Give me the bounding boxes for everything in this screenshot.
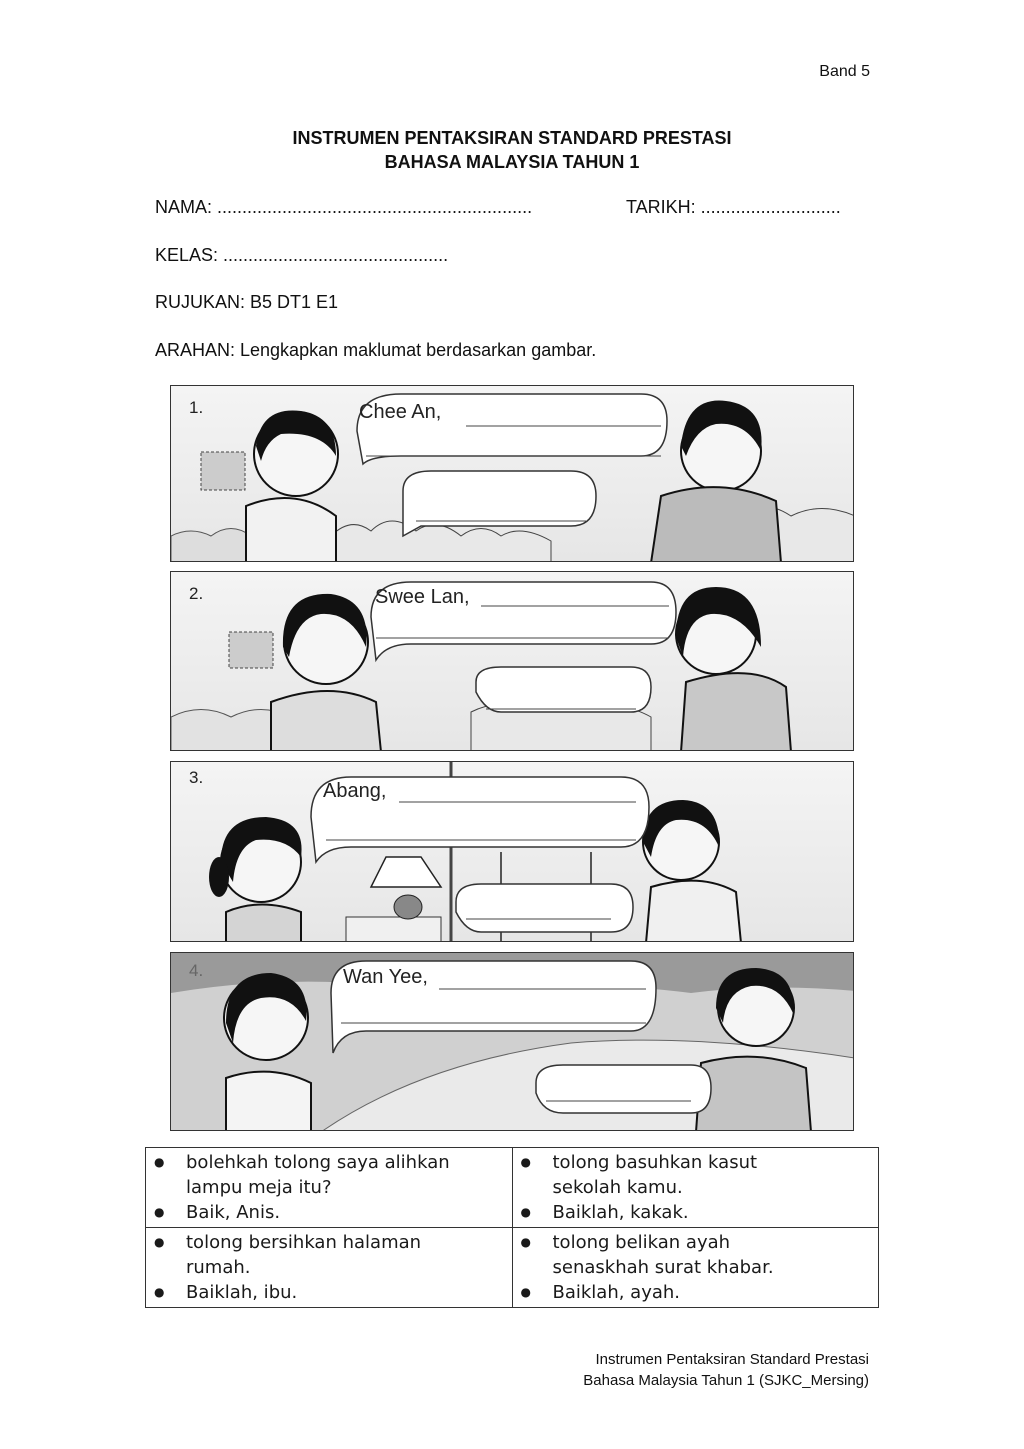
band-label: Band 5 (819, 63, 870, 80)
bubble-name: Swee Lan, (375, 586, 470, 608)
speech-bubble-right (456, 884, 633, 932)
picture-panel-2 (170, 571, 854, 751)
footer-line-1: Instrumen Pentaksiran Standard Prestasi (595, 1351, 869, 1368)
bullet-icon: ● (154, 1235, 165, 1249)
option-cell (146, 1228, 513, 1308)
newspaper-icon (201, 452, 245, 490)
list-item: ● Baik, Anis. (154, 1202, 281, 1223)
list-item: ● Baiklah, ayah. (520, 1282, 681, 1303)
list-item: ● tolong basuhkan kasut sekolah kamu. (520, 1152, 758, 1198)
scene-illustration (171, 762, 854, 942)
arahan-instruction: ARAHAN: Lengkapkan maklumat berdasarkan gambar. (155, 340, 597, 360)
list-item: ● Baiklah, ibu. (154, 1282, 298, 1303)
lamp-icon (371, 857, 441, 887)
list-item: ● Baiklah, kakak. (520, 1202, 689, 1223)
bubble-name: Abang, (323, 780, 387, 802)
scene-illustration (171, 386, 854, 562)
bubble-name: Wan Yee, (343, 966, 428, 988)
nama-field[interactable]: NAMA: ............................................................... (155, 197, 533, 217)
option-cell (512, 1148, 879, 1228)
bullet-icon: ● (520, 1235, 531, 1249)
panel-number: 2. (189, 584, 204, 603)
footer-line-2: Bahasa Malaysia Tahun 1 (SJKC_Mersing) (583, 1372, 869, 1389)
picture-panel-1 (170, 385, 854, 562)
scene-illustration (171, 953, 854, 1131)
bullet-icon: ● (154, 1285, 165, 1299)
table-row (146, 1148, 879, 1228)
list-item: ● tolong bersihkan halaman rumah. (154, 1232, 422, 1278)
clothes-icon (229, 632, 273, 668)
picture-panel-3 (170, 761, 854, 942)
speech-bubble-right (476, 667, 651, 712)
list-item: ● tolong belikan ayah senaskhah surat khabar. (520, 1232, 774, 1278)
tarikh-field[interactable]: TARIKH: ............................ (626, 197, 841, 217)
option-cell (146, 1148, 513, 1228)
bubble-name: Chee An, (359, 401, 442, 423)
panel-number: 1. (189, 398, 204, 417)
panel-number: 3. (189, 768, 204, 787)
speech-bubble-right (403, 471, 596, 536)
bullet-icon: ● (154, 1155, 165, 1169)
bullet-icon: ● (520, 1205, 531, 1219)
option-cell (512, 1228, 879, 1308)
document-title: INSTRUMEN PENTAKSIRAN STANDARD PRESTASI (292, 128, 732, 148)
scene-illustration (171, 572, 854, 751)
bullet-icon: ● (520, 1285, 531, 1299)
panel-number: 4. (189, 961, 204, 980)
table-row (146, 1228, 879, 1308)
list-item: ● bolehkah tolong saya alihkan lampu meja itu? (154, 1152, 450, 1198)
bullet-icon: ● (520, 1155, 531, 1169)
document-subtitle: BAHASA MALAYSIA TAHUN 1 (384, 152, 640, 172)
rujukan-label: RUJUKAN: B5 DT1 E1 (155, 292, 339, 312)
speech-bubble-right (536, 1065, 711, 1113)
picture-panel-4 (170, 952, 854, 1131)
answer-options-table (145, 1147, 879, 1308)
bullet-icon: ● (154, 1205, 165, 1219)
kelas-field[interactable]: KELAS: ............................................. (155, 245, 449, 265)
